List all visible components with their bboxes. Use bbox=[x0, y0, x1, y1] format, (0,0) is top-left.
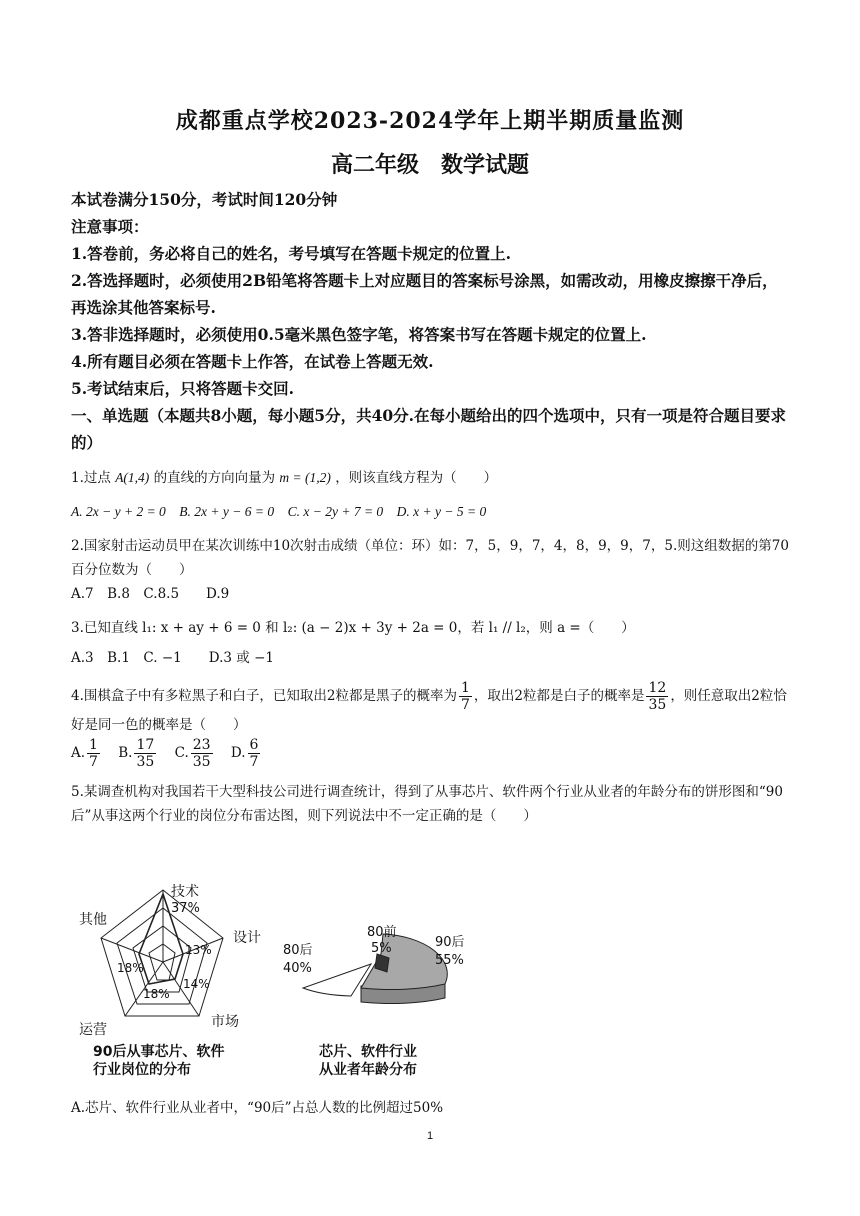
q1-point: A(1,4) bbox=[115, 470, 150, 485]
note-2: 2.答选择题时，必须使用2B铅笔将答题卡上对应题目的答案标号涂黑，如需改动，用橡皮擦擦干净后，再选涂其他答案标号. bbox=[71, 271, 778, 317]
radar-value-ops: 18% bbox=[143, 987, 170, 1001]
radar-value-tech: 37% bbox=[171, 901, 200, 916]
note-1: 1.答卷前，务必将自己的姓名，考号填写在答题卡规定的位置上. bbox=[71, 244, 512, 263]
section-heading: 一、单选题（本题共8小题，每小题5分，共40分.在每小题给出的四个选项中，只有一项是符合题目要求的） bbox=[71, 406, 787, 452]
radar-caption-2: 行业岗位的分布 bbox=[93, 1062, 191, 1078]
radar-label-design: 设计 bbox=[233, 930, 261, 946]
note-4: 4.所有题目必须在答题卡上作答，在试卷上答题无效. bbox=[71, 352, 434, 371]
q3-options: A.3 B.1 C. −1 D.3 或 −1 bbox=[71, 650, 274, 666]
q1-post: ，则该直线方程为（ ） bbox=[335, 470, 498, 486]
q1-options: A. 2x − y + 2 = 0 B. 2x + y − 6 = 0 C. x − 2y + 7 = 0 D. x + y − 5 = 0 bbox=[71, 504, 487, 519]
q4-fraction-white: $\frac{12}{35}$ bbox=[648, 680, 667, 713]
radar-label-ops: 运营 bbox=[79, 1022, 107, 1038]
q4-post: ，则任意取出2粒恰好是同一色的概率是（ ） bbox=[71, 688, 787, 733]
pie-caption-2: 从业者年龄分布 bbox=[319, 1062, 417, 1078]
note-5: 5.考试结束后，只将答题卡交回. bbox=[71, 379, 295, 398]
radar-label-tech: 技术 bbox=[171, 884, 199, 900]
q1-vector: m = (1,2) bbox=[279, 470, 331, 485]
question-2: 2.国家射击运动员甲在某次训练中10次射击成绩（单位：环）如：7，5，9，7，4，8，9，9，7，5.则这组数据的第70百分位数为（ ） bbox=[71, 538, 789, 578]
exam-subtitle: 高二年级 数学试题 bbox=[330, 152, 529, 178]
pie-caption-1: 芯片、软件行业 bbox=[319, 1044, 417, 1060]
q4-option-b: $\frac{17}{35}$ bbox=[136, 737, 155, 770]
question-3: 3.已知直线 l₁: x + ay + 6 = 0 和 l₂: (a − 2)x + 3y + 2a = 0，若 l₁ // l₂，则 a =（ ） bbox=[71, 620, 635, 636]
exam-title: 成都重点学校2023-2024学年上期半期质量监测 bbox=[175, 108, 685, 134]
radar-value-design: 13% bbox=[185, 943, 212, 957]
note-3: 3.答非选择题时，必须使用0.5毫米黑色签字笔，将答案书写在答题卡规定的位置上. bbox=[71, 325, 647, 344]
notice-title: 注意事项： bbox=[71, 217, 149, 236]
q4-option-a: $\frac{1}{7}$ bbox=[89, 737, 98, 770]
radar-value-market: 14% bbox=[183, 977, 210, 991]
pie-value-pre80: 5% bbox=[371, 941, 392, 956]
radar-label-market: 市场 bbox=[211, 1014, 239, 1030]
exam-content bbox=[71, 186, 793, 828]
q2-options: A.7 B.8 C.8.5 D.9 bbox=[71, 586, 230, 602]
radar-value-other: 18% bbox=[117, 961, 144, 975]
q1-pre: 1.过点 bbox=[71, 470, 111, 486]
pie-label-90s: 90后 bbox=[435, 935, 465, 950]
pie-value-80s: 40% bbox=[283, 961, 312, 976]
pie-value-90s: 55% bbox=[435, 953, 464, 968]
question-5: 5.某调查机构对我国若干大型科技公司进行调查统计，得到了从事芯片、软件两个行业从业者的年龄分布的饼形图和“90后”从事这两个行业的岗位分布雷达图，则下列说法中不一定正确的是（ ） bbox=[71, 784, 783, 824]
radar-label-other: 其他 bbox=[79, 912, 107, 928]
q4-mid: ，取出2粒都是白子的概率是 bbox=[473, 688, 645, 704]
pie-label-80s: 80后 bbox=[283, 943, 313, 958]
pie-label-pre80: 80前 bbox=[367, 925, 397, 940]
score-time: 本试卷满分150分，考试时间120分钟 bbox=[71, 190, 338, 209]
q4-options: A. $\frac{1}{7}$ B. $\frac{17}{35}$ C. $\frac{23}{35}$ D. $\frac{6}{7}$ bbox=[71, 737, 259, 770]
q1-mid: 的直线的方向向量为 bbox=[153, 470, 276, 486]
page-number: 1 bbox=[426, 1130, 434, 1142]
q4-fraction-black: $\frac{1}{7}$ bbox=[460, 680, 470, 713]
survey-figure bbox=[71, 876, 491, 1086]
radar-caption-1: 90后从事芯片、软件 bbox=[93, 1044, 225, 1060]
q4-pre: 4.围棋盒子中有多粒黑子和白子，已知取出2粒都是黑子的概率为 bbox=[71, 688, 457, 704]
question-4 bbox=[71, 680, 793, 737]
q4-option-c: $\frac{23}{35}$ bbox=[192, 737, 211, 770]
q5-option-a: A.芯片、软件行业从业者中，“90后”占总人数的比例超过50% bbox=[71, 1100, 444, 1116]
question-1 bbox=[71, 466, 793, 490]
q4-option-d: $\frac{6}{7}$ bbox=[249, 737, 259, 770]
